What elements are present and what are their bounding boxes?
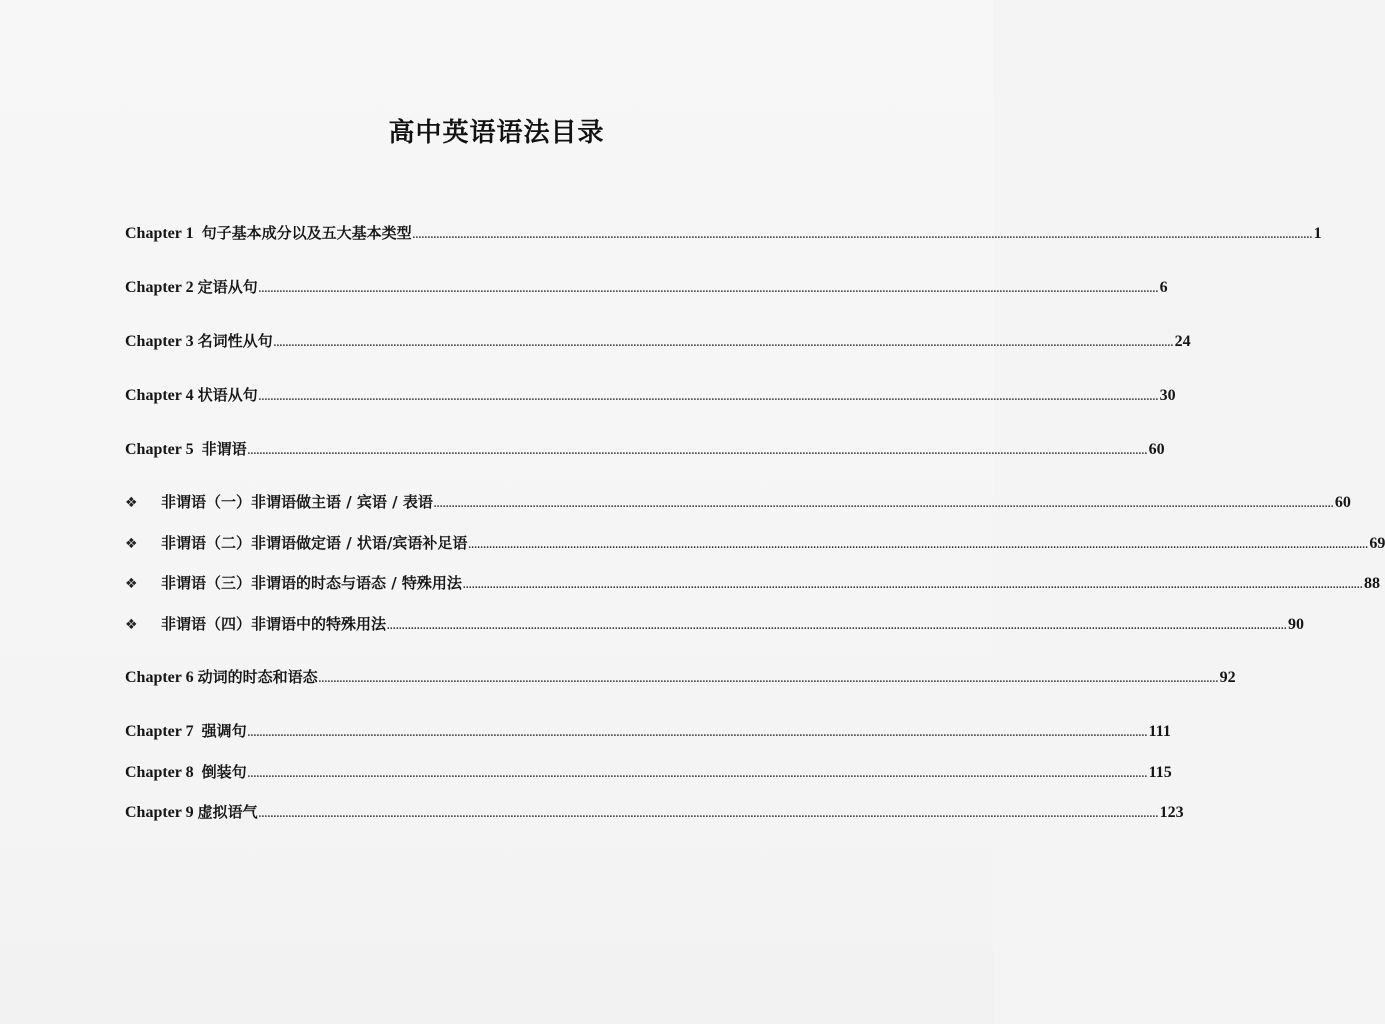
toc-entry-chapter-9 xyxy=(125,801,1184,823)
chapter-label: Chapter 9 xyxy=(125,804,194,821)
toc-entry-chapter-2 xyxy=(125,276,1168,298)
toc-entry-chapter-5 xyxy=(125,438,1165,460)
page-number: 60 xyxy=(1148,441,1165,458)
chapter-title: 名词性从句 xyxy=(197,332,273,350)
page-number: 1 xyxy=(1313,225,1322,242)
page-number: 90 xyxy=(1288,616,1305,633)
chapter-title: 强调句 xyxy=(201,722,247,740)
page-title: 高中英语语法目录 xyxy=(388,118,605,148)
leader-dots: ............................................................................................................................................................................................................................................................................................................ xyxy=(258,284,1159,295)
leader-dots: ............................................................................................................................................................................................................................................................................................................ xyxy=(387,621,1288,632)
page-number: 69 xyxy=(1369,535,1385,552)
subentry-title: 非谓语（一）非谓语做主语 / 宾语 / 表语 xyxy=(161,493,433,511)
leader-dots: ............................................................................................................................................................................................................................................................................................................ xyxy=(247,446,1148,457)
leader-dots: ............................................................................................................................................................................................................................................................................................................ xyxy=(247,728,1148,739)
diamond-bullet-icon: ❖ xyxy=(125,536,138,552)
leader-dots: ............................................................................................................................................................................................................................................................................................................ xyxy=(258,392,1159,403)
chapter-title: 动词的时态和语态 xyxy=(197,668,318,686)
chapter-title: 倒装句 xyxy=(201,763,247,781)
chapter-title: 句子基本成分以及五大基本类型 xyxy=(201,224,412,242)
chapter-title: 定语从句 xyxy=(197,278,258,296)
toc-entry-chapter-1 xyxy=(125,222,1322,244)
chapter-label: Chapter 5 xyxy=(125,441,194,458)
leader-dots: ............................................................................................................................................................................................................................................................................................................ xyxy=(273,338,1174,349)
chapter-title: 非谓语 xyxy=(201,440,247,458)
leader-dots: ............................................................................................................................................................................................................................................................................................................ xyxy=(462,580,1363,591)
chapter-label: Chapter 3 xyxy=(125,333,194,350)
toc-subentry-4 xyxy=(125,613,1305,635)
subentry-title: 非谓语（三）非谓语的时态与语态 / 特殊用法 xyxy=(161,574,462,592)
page-number: 123 xyxy=(1159,804,1184,821)
toc-entry-chapter-6 xyxy=(125,666,1236,688)
toc-entry-chapter-7 xyxy=(125,720,1171,742)
leader-dots: ............................................................................................................................................................................................................................................................................................................ xyxy=(412,230,1313,241)
subentry-title: 非谓语（二）非谓语做定语 / 状语/宾语补足语 xyxy=(161,534,468,552)
subentry-title: 非谓语（四）非谓语中的特殊用法 xyxy=(161,615,387,633)
leader-dots: ............................................................................................................................................................................................................................................................................................................ xyxy=(258,809,1159,820)
page-number: 88 xyxy=(1363,575,1380,592)
toc-subentry-3 xyxy=(125,572,1380,594)
chapter-title: 虚拟语气 xyxy=(197,803,258,821)
chapter-label: Chapter 4 xyxy=(125,387,194,404)
toc-entry-chapter-3 xyxy=(125,330,1191,352)
toc-subentry-2 xyxy=(125,532,1385,554)
toc-entry-chapter-4 xyxy=(125,384,1176,406)
page-number: 115 xyxy=(1148,764,1172,781)
leader-dots: ............................................................................................................................................................................................................................................................................................................ xyxy=(247,769,1148,780)
page-number: 60 xyxy=(1334,494,1351,511)
page-number: 30 xyxy=(1159,387,1176,404)
toc-entry-chapter-8 xyxy=(125,761,1172,783)
chapter-label: Chapter 6 xyxy=(125,669,194,686)
toc-subentry-1 xyxy=(125,491,1351,513)
chapter-label: Chapter 7 xyxy=(125,723,194,740)
leader-dots: ............................................................................................................................................................................................................................................................................................................ xyxy=(318,674,1219,685)
leader-dots: ............................................................................................................................................................................................................................................................................................................ xyxy=(468,540,1369,551)
diamond-bullet-icon: ❖ xyxy=(125,576,138,592)
page-number: 24 xyxy=(1174,333,1191,350)
diamond-bullet-icon: ❖ xyxy=(125,495,138,511)
diamond-bullet-icon: ❖ xyxy=(125,617,138,633)
page-number: 111 xyxy=(1148,723,1171,740)
chapter-label: Chapter 2 xyxy=(125,279,194,296)
page-number: 92 xyxy=(1219,669,1236,686)
chapter-title: 状语从句 xyxy=(197,386,258,404)
chapter-label: Chapter 1 xyxy=(125,225,194,242)
page-number: 6 xyxy=(1159,279,1168,296)
leader-dots: ............................................................................................................................................................................................................................................................................................................ xyxy=(433,499,1334,510)
chapter-label: Chapter 8 xyxy=(125,764,194,781)
